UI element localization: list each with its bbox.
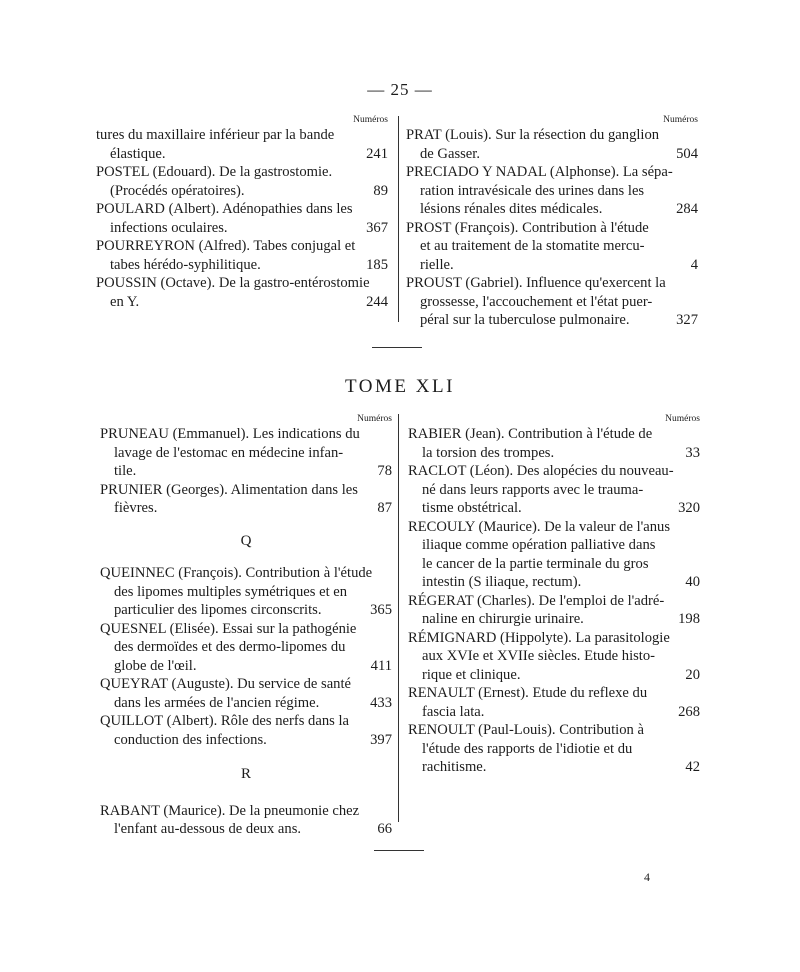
entry-title-line: (Procédés opératoires).	[110, 182, 245, 199]
index-entry	[96, 200, 388, 237]
entry-number: 365	[366, 601, 392, 620]
index-entry	[96, 274, 388, 311]
entry-title-line: la torsion des trompes.	[422, 444, 555, 461]
entry-number: 320	[674, 499, 700, 518]
entry-title-line: ration intravésicale des urines dans les	[420, 182, 645, 199]
entry-number: 504	[672, 145, 698, 164]
entry-author-line: RENAULT (Ernest). Etude du reflexe du	[408, 685, 648, 701]
entry-title-line: iliaque comme opération palliative dans	[422, 537, 656, 553]
section-letter-r: R	[240, 766, 251, 782]
entry-title-line: grossesse, l'accouchement et l'état puer-	[420, 293, 653, 310]
entry-author-line: PRECIADO Y NADAL (Alphonse). La sépa-	[406, 164, 673, 180]
entry-title-line: rielle.	[420, 256, 454, 273]
entry-title-line: fièvres.	[114, 500, 158, 516]
entry-author-line: QUESNEL (Elisée). Essai sur la pathogénie	[100, 620, 357, 637]
index-entry	[406, 126, 698, 163]
entry-number: 185	[362, 256, 388, 275]
entry-title-line: tisme obstétrical.	[422, 500, 522, 516]
entry-number: 42	[681, 758, 700, 777]
entry-title-line: lavage de l'estomac en médecine infan-	[114, 444, 344, 461]
entry-title-line: fascia lata.	[422, 703, 485, 720]
numeros-header: Numéros	[663, 115, 698, 125]
section-rule	[374, 850, 424, 851]
index-entry	[100, 564, 392, 620]
entry-author-line: POULARD (Albert). Adénopathies dans les	[96, 201, 353, 217]
index-entry	[408, 592, 700, 629]
index-entry	[100, 712, 392, 749]
bottom-right-column	[408, 413, 700, 777]
index-entry	[408, 462, 700, 518]
entry-title-line: intestin (S iliaque, rectum).	[422, 574, 582, 590]
index-entry	[100, 425, 392, 481]
entry-title-line: et au traitement de la stomatite mercu-	[420, 238, 645, 254]
entry-title-line: globe de l'œil.	[114, 657, 197, 674]
tome-title: TOME XLI	[345, 376, 455, 397]
entry-title-line: l'étude des rapports de l'idiotie et du	[422, 740, 633, 757]
section-rule	[372, 347, 422, 348]
entry-author-line: QUILLOT (Albert). Rôle des nerfs dans la	[100, 713, 349, 729]
index-entry	[100, 675, 392, 712]
entry-author-line: RÉMIGNARD (Hippolyte). La parasitologie	[408, 629, 670, 646]
entry-title-line: de Gasser.	[420, 145, 480, 162]
entry-title-line: des lipomes multiples symétriques et en	[114, 583, 348, 600]
entry-number: 241	[362, 145, 388, 164]
index-entry	[406, 274, 698, 330]
entry-number: 268	[674, 703, 700, 722]
entry-number: 327	[672, 311, 698, 330]
top-left-column	[96, 114, 388, 311]
entry-number: 33	[681, 444, 700, 463]
index-entry	[406, 219, 698, 275]
entry-author-line: POUSSIN (Octave). De la gastro-entérostomie	[96, 275, 370, 291]
entry-number: 4	[687, 256, 698, 275]
numeros-header: Numéros	[357, 414, 392, 424]
entry-author-line: PROST (François). Contribution à l'étude	[406, 219, 649, 236]
entry-author-line: RABIER (Jean). Contribution à l'étude de	[408, 426, 653, 442]
entry-title-line: particulier des lipomes circonscrits.	[114, 602, 322, 618]
column-divider-top	[398, 116, 399, 322]
entry-title-line: dans les armées de l'ancien régime.	[114, 694, 320, 711]
entry-title-line: l'enfant au-dessous de deux ans.	[114, 821, 302, 837]
index-entry	[408, 721, 700, 777]
entry-number: 40	[681, 573, 700, 592]
entry-author-line: QUEYRAT (Auguste). Du service de santé	[100, 676, 352, 692]
entry-title-line: tile.	[114, 463, 137, 479]
entry-title-line: des dermoïdes et des dermo-lipomes du	[114, 639, 346, 655]
index-entry	[408, 629, 700, 685]
column-divider-bottom	[398, 414, 399, 822]
entry-author-line: RENOULT (Paul-Louis). Contribution à	[408, 722, 644, 738]
numeros-header: Numéros	[665, 414, 700, 424]
entry-author-line: PROUST (Gabriel). Influence qu'exercent la	[406, 275, 666, 291]
entry-title-line: péral sur la tuberculose pulmonaire.	[420, 312, 630, 328]
entry-title-line: le cancer de la partie terminale du gros	[422, 555, 649, 572]
index-entry	[408, 684, 700, 721]
index-entry	[100, 481, 392, 518]
entry-title-line: né dans leurs rapports avec le trauma-	[422, 481, 644, 498]
entry-number: 198	[674, 610, 700, 629]
entry-title-line: lésions rénales dites médicales.	[420, 201, 603, 217]
index-entry	[96, 163, 388, 200]
entry-author-line: PRAT (Louis). Sur la résection du ganglion	[406, 127, 660, 143]
entry-author-line: POSTEL (Edouard). De la gastrostomie.	[96, 164, 333, 180]
entry-title-line: conduction des infections.	[114, 731, 267, 748]
entry-title-line: en Y.	[110, 293, 140, 310]
index-entry	[408, 425, 700, 462]
page-number: — 25 —	[367, 80, 433, 99]
entry-number: 433	[366, 694, 392, 713]
entry-number: 87	[373, 499, 392, 518]
entry-number: 411	[367, 657, 392, 676]
entry-author-line: PRUNIER (Georges). Alimentation dans les	[100, 481, 358, 498]
entry-author-line: POURREYRON (Alfred). Tabes conjugal et	[96, 238, 356, 254]
index-entry	[96, 237, 388, 274]
entry-number: 78	[373, 462, 392, 481]
entry-author-line: PRUNEAU (Emmanuel). Les indications du	[100, 426, 360, 442]
index-entry	[408, 518, 700, 592]
index-entry	[96, 126, 388, 163]
entry-author-line: tures du maxillaire inférieur par la bande	[96, 127, 335, 143]
entry-number: 89	[369, 182, 388, 201]
entry-number: 397	[366, 731, 392, 750]
section-letter-q: Q	[240, 532, 252, 549]
entry-number: 66	[373, 820, 392, 839]
entry-title-line: aux XVIe et XVIIe siècles. Etude histo-	[422, 648, 656, 664]
footer-number: 4	[644, 870, 650, 884]
entry-title-line: rique et clinique.	[422, 666, 521, 683]
entry-author-line: RECOULY (Maurice). De la valeur de l'anus	[408, 518, 671, 535]
entry-number: 20	[681, 666, 700, 685]
entry-title-line: infections oculaires.	[110, 219, 228, 236]
numeros-header: Numéros	[353, 115, 388, 125]
entry-number: 244	[362, 293, 388, 312]
bottom-left-column	[100, 413, 392, 839]
entry-author-line: RACLOT (Léon). Des alopécies du nouveau-	[408, 463, 674, 479]
entry-author-line: RABANT (Maurice). De la pneumonie chez	[100, 802, 360, 819]
entry-number: 284	[672, 200, 698, 219]
entry-number: 367	[362, 219, 388, 238]
index-entry	[100, 620, 392, 676]
index-entry	[100, 802, 392, 839]
entry-title-line: élastique.	[110, 145, 166, 162]
entry-title-line: naline en chirurgie urinaire.	[422, 611, 584, 627]
index-entry	[406, 163, 698, 219]
entry-title-line: rachitisme.	[422, 759, 487, 775]
top-right-column	[406, 114, 698, 330]
entry-author-line: RÉGERAT (Charles). De l'emploi de l'adré-	[408, 592, 665, 609]
entry-author-line: QUEINNEC (François). Contribution à l'étude	[100, 565, 373, 581]
entry-title-line: tabes hérédo-syphilitique.	[110, 256, 261, 273]
